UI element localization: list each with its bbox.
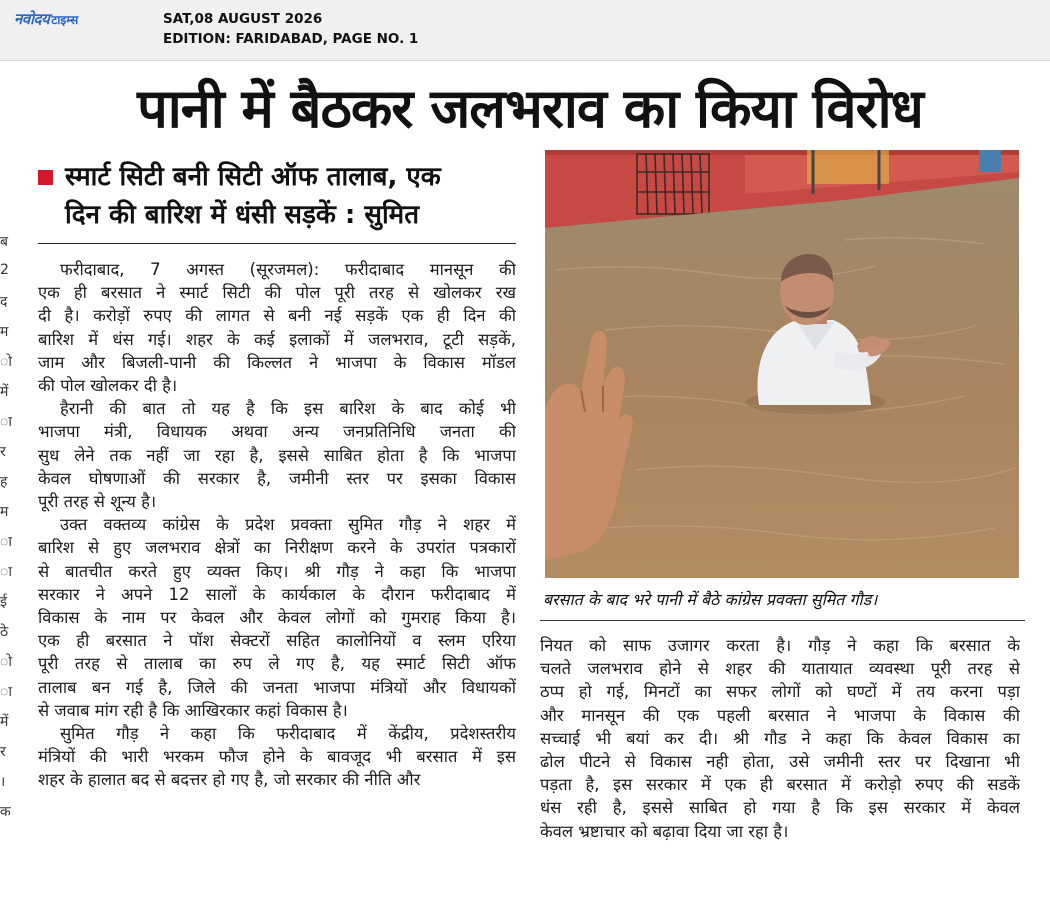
subheadline-line: स्मार्ट सिटी बनी सिटी ऑफ तालाब, एक: [65, 162, 441, 192]
paragraph-line: भाजपा मंत्री, विधायक अथवा अन्य जनप्रतिनिधि जनता की: [38, 422, 516, 442]
paragraph-line: केवल घोषणाओं की सरकार है, जमीनी स्तर पर इसका विकास: [38, 468, 516, 488]
gutter-char: ो: [0, 354, 12, 370]
edition-date: SAT,08 AUGUST 2026: [163, 11, 323, 27]
article-body-left-column: [38, 258, 516, 792]
paragraph-line: केवल भ्रष्टाचार को बढ़ावा दिया जा रहा है।: [540, 821, 789, 841]
paragraph-line: मंत्रियों की भारी भरकम फौज होने के बावजूद भी बरसात में इस: [38, 747, 516, 767]
paragraph-line: दी है। करोड़ों रुपए की लागत से बनी नई सड़कें एक ही दिन की: [38, 306, 516, 326]
paragraph-line: बारिश में धंस गई। शहर के कई इलाकों में जलभराव, टूटी सड़कें,: [38, 329, 516, 349]
paragraph-line: ठप्प हो गई, मिनटों का सफर लोगों को घण्टों में तय करना पड़ा: [540, 682, 1020, 702]
article-subheadline: [38, 158, 516, 234]
paragraph-line: बारिश से हुए जलभराव क्षेत्रों का निरीक्षण करने के उपरांत पत्रकारों: [38, 538, 516, 558]
gutter-char: द: [0, 294, 8, 310]
subheadline-divider: [38, 243, 516, 244]
gutter-char: ब: [0, 234, 8, 250]
gutter-char: में: [0, 384, 9, 400]
gutter-char: ।: [0, 774, 6, 790]
paragraph-line: फरीदाबाद, 7 अगस्त (सूरजमल): फरीदाबाद मानसून की: [60, 260, 516, 279]
article-body-right-column: [540, 634, 1020, 843]
paragraph-line: हैरानी की बात तो यह है कि इस बारिश के बाद कोई भी: [60, 399, 516, 419]
article-paragraph: [38, 722, 516, 792]
paragraph-line: जाम और बिजली-पानी की किल्लत ने भाजपा के विकास मॉडल: [38, 352, 516, 372]
gutter-char: ह: [0, 474, 8, 490]
paragraph-line: सुध लेने तक नहीं जा रहा है, इससे साबित होता है कि भाजपा: [38, 445, 516, 465]
gutter-char: 2: [0, 262, 9, 278]
paragraph-line: विकास के नाम पर केवल और केवल लोगों को गुमराह किया है।: [38, 608, 516, 628]
paragraph-line: पड़ता है, इस सरकार में एक ही बरसात में करोड़ो रुपए की सडकें: [540, 775, 1020, 795]
adjacent-column-fragment: [0, 232, 14, 872]
paragraph-line: और मानसून की एक पहली बरसात ने भाजपा के विकास की: [540, 705, 1020, 725]
photo-caption: बरसात के बाद भरे पानी में बैठे कांग्रेस प्रवक्ता सुमित गौड।: [543, 590, 878, 609]
paragraph-line: चलते जलभराव होने से शहर की यातायात व्यवस्था पूरी तरह से: [540, 659, 1020, 679]
subheadline-line: दिन की बारिश में धंसी सड़कें : सुमित: [65, 200, 420, 230]
gutter-char: ा: [0, 564, 12, 580]
subheadline-bullet: [38, 170, 53, 185]
gutter-char: ो: [0, 654, 12, 670]
paragraph-line: सच्चाई भी बयां कर दी। श्री गौड ने कहा कि केवल विकास का: [540, 728, 1020, 748]
paragraph-line: पूरी तरह से शून्य है।: [38, 492, 157, 512]
epaper-header: [0, 0, 1050, 61]
paragraph-line: सरकार ने अपने 12 सालों के कार्यकाल के दौरान फरीदाबाद में: [38, 584, 516, 604]
logo-main-text: नवोदय: [14, 10, 50, 28]
gutter-char: ा: [0, 534, 12, 550]
gutter-char: क: [0, 804, 11, 820]
newspaper-logo[interactable]: [14, 9, 78, 29]
gutter-char: ा: [0, 684, 12, 700]
gutter-char: में: [0, 714, 9, 730]
paragraph-line: धंस रही है, इससे साबित हो गया है कि इस सरकार में केवल: [540, 798, 1020, 818]
gutter-char: र: [0, 444, 6, 460]
article-paragraph: [540, 634, 1020, 843]
flooded-street-photo: [545, 150, 1019, 578]
edition-page: EDITION: FARIDABAD, PAGE NO. 1: [163, 31, 419, 47]
paragraph-line: तालाब बन गई है, जिले की जनता भाजपा मंत्रियों और विधायकों: [38, 677, 516, 697]
paragraph-line: की पोल खोलकर दी है।: [38, 376, 178, 396]
paragraph-line: सुमित गौड़ ने कहा कि फरीदाबाद में केंद्रीय, प्रदेशस्तरीय: [60, 724, 516, 744]
article-paragraph: [38, 258, 516, 397]
gutter-char: ई: [0, 594, 7, 610]
gutter-char: म: [0, 504, 9, 520]
article-headline: पानी में बैठकर जलभराव का किया विरोध: [137, 77, 923, 140]
paragraph-line: नियत को साफ उजागर करता है। गौड़ ने कहा कि बरसात के: [540, 636, 1020, 655]
paragraph-line: से बातचीत करते हुए व्यक्त किए। श्री गौड़ ने कहा कि भाजपा: [38, 561, 516, 581]
gutter-char: र: [0, 744, 6, 760]
gutter-char: ा: [0, 414, 12, 430]
article-paragraph: [38, 397, 516, 513]
article-photo[interactable]: [545, 150, 1019, 578]
paragraph-line: शहर के हालात बद से बदत्तर हो गए है, जो सरकार की नीति और: [38, 770, 421, 790]
logo-sub-text: टाइम्स: [51, 13, 79, 27]
gutter-char: म: [0, 324, 9, 340]
paragraph-line: ढोल पीटने से विकास नही होता, उसे जमीनी स्तर पर दिखाना भी: [540, 752, 1020, 772]
column-divider: [540, 620, 1025, 621]
paragraph-line: एक ही बरसात ने पॉश सेक्टरों सहित कालोनियों व स्लम एरिया: [38, 631, 516, 651]
paragraph-line: से जवाब मांग रही है कि आखिरकार कहां विकास है।: [38, 700, 348, 720]
paragraph-line: पूरी तरह से तालाब का रुप ले गए है, यह स्मार्ट सिटी ऑफ: [38, 654, 516, 674]
gutter-char: ठे: [0, 624, 9, 640]
paragraph-line: उक्त वक्तव्य कांग्रेस के प्रदेश प्रवक्ता सुमित गौड़ ने शहर में: [60, 515, 516, 535]
article-paragraph: [38, 513, 516, 722]
paragraph-line: एक ही बरसात ने स्मार्ट सिटी की पोल पूरी तरह से खोलकर रख: [38, 283, 516, 303]
